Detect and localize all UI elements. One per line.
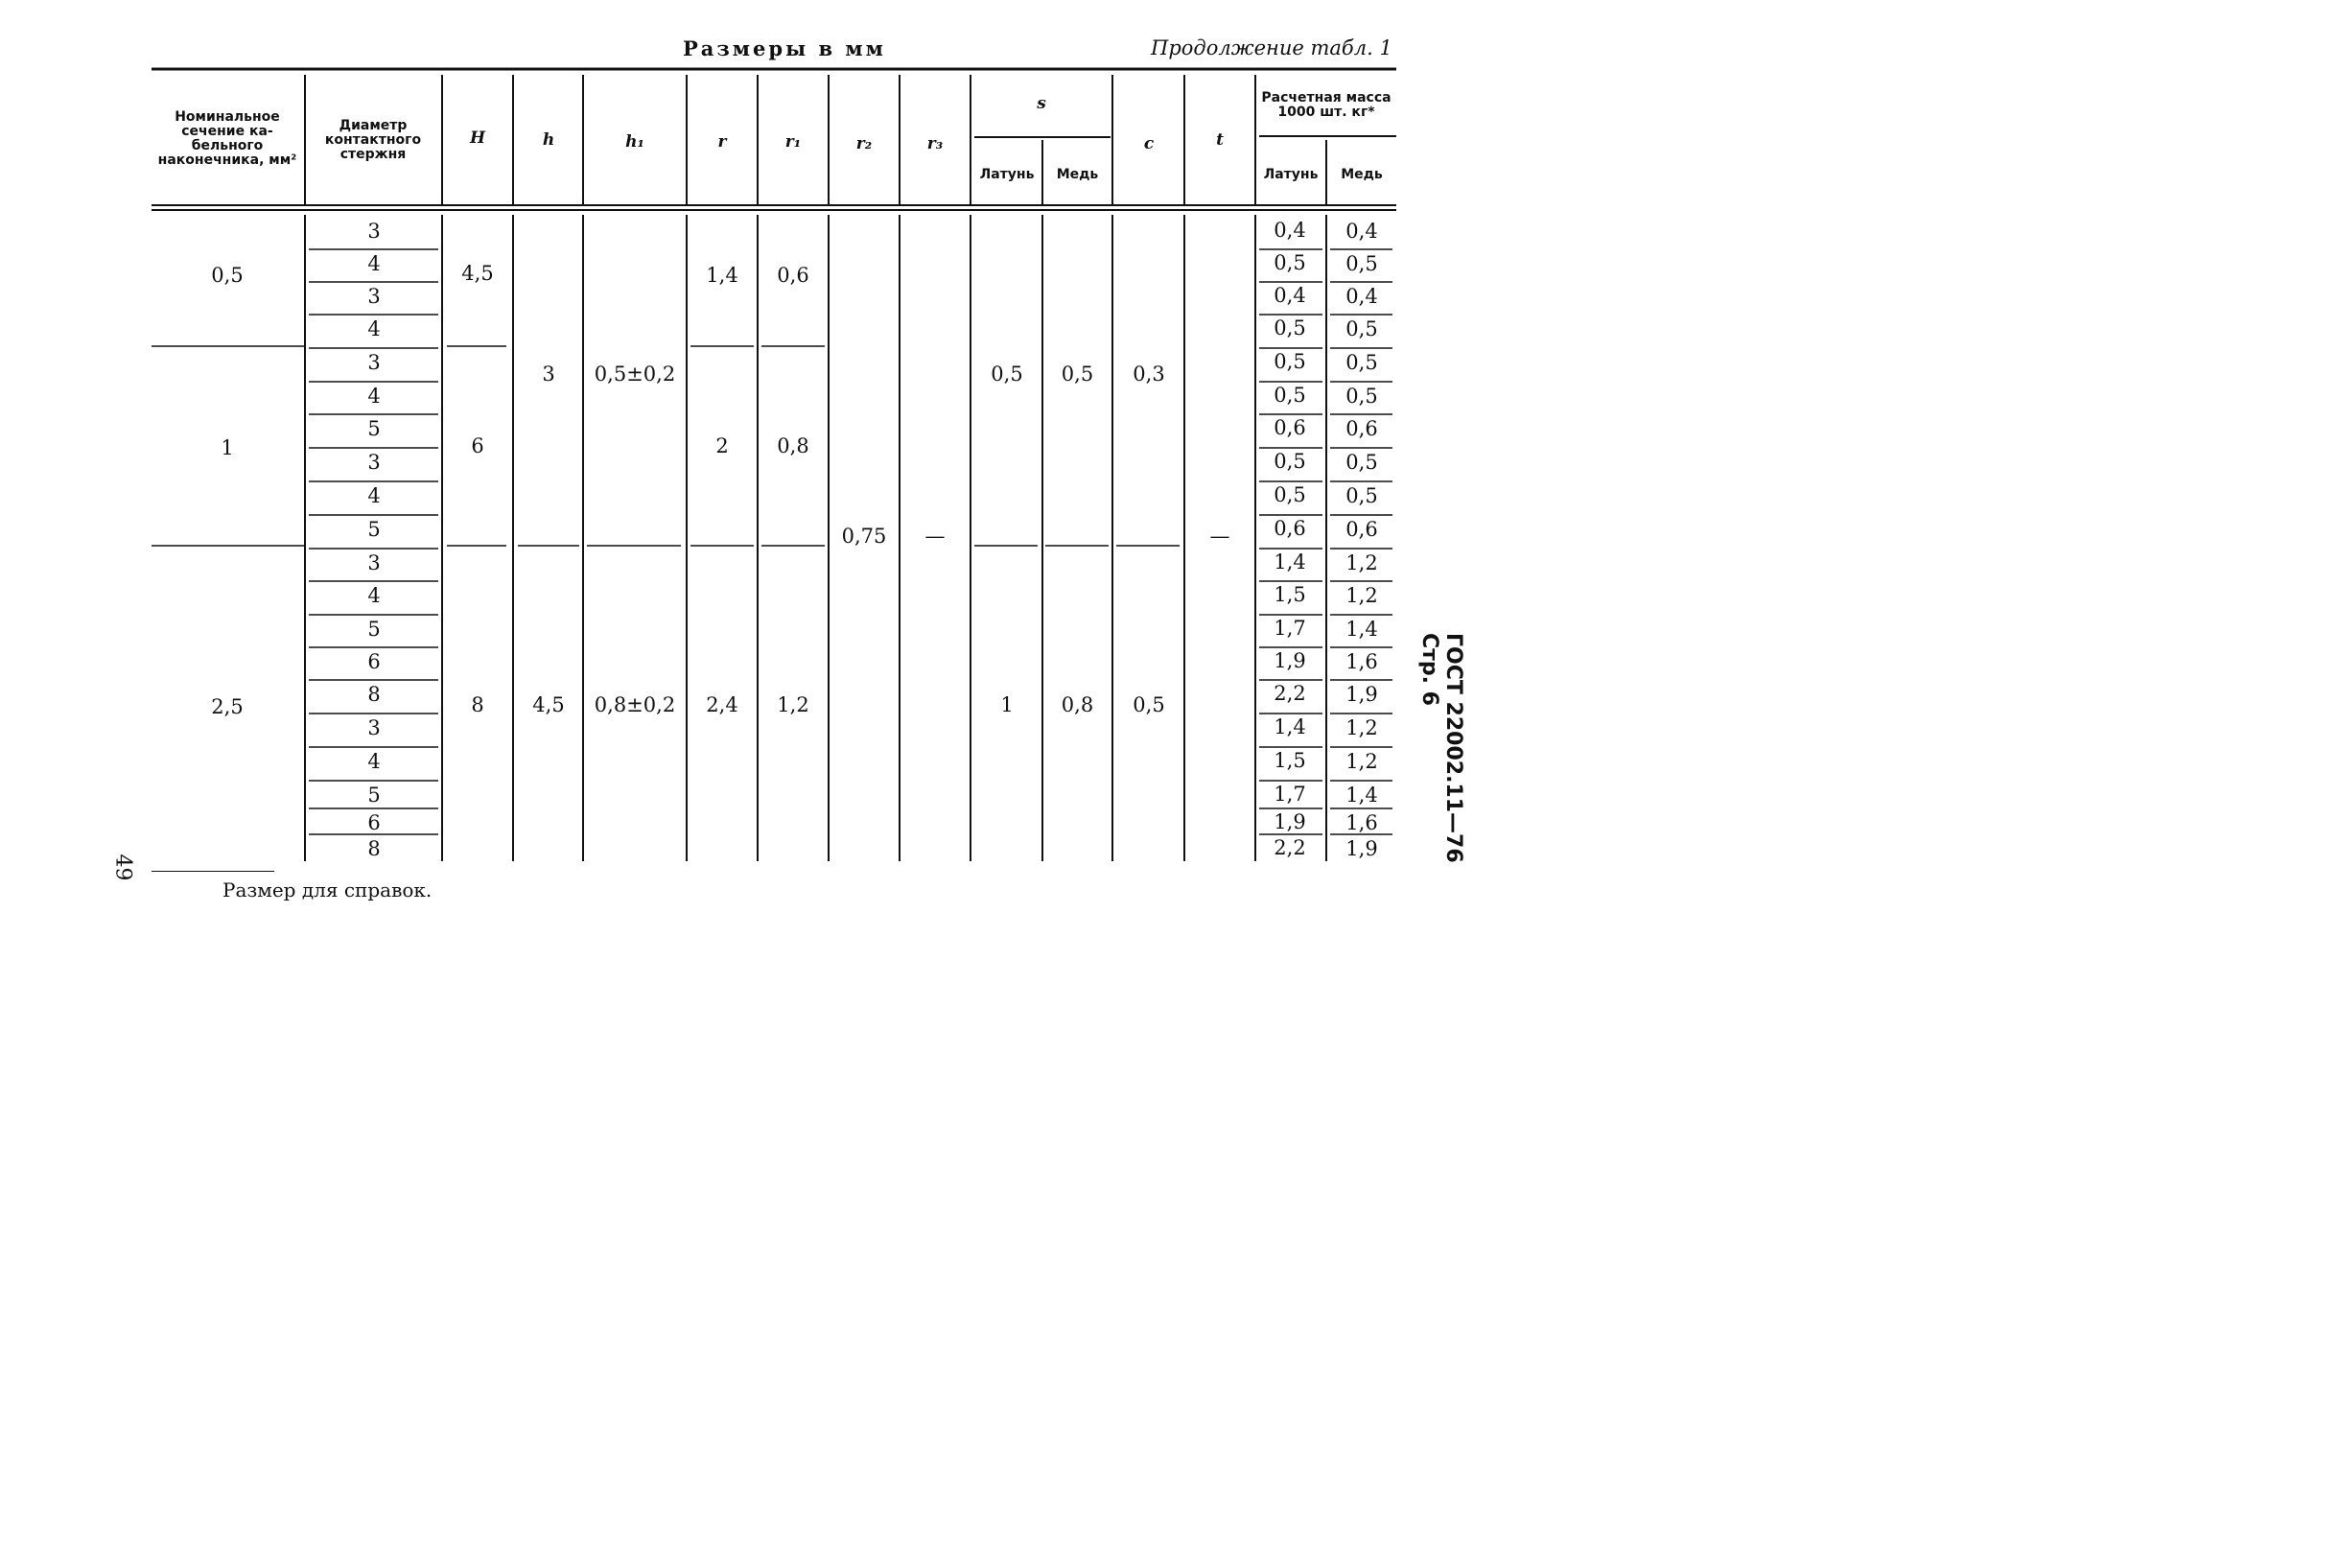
units-heading: Размеры в мм [683,36,886,60]
diameter-cell: 3 [367,285,381,308]
mass-brass-cell: 0,5 [1274,384,1306,407]
H-cell: 8 [471,693,484,716]
diameter-cell: 8 [367,683,381,706]
s-copper-cell: 0,8 [1061,693,1094,716]
r-cell: 2 [715,434,729,457]
mass-brass-cell: 1,7 [1274,617,1306,640]
diameter-cell: 4 [367,584,381,607]
diameter-cell: 6 [367,650,381,673]
mass-brass-cell: 1,5 [1274,749,1306,772]
mass-copper-cell: 0,5 [1345,317,1378,340]
mass-copper-cell: 1,2 [1345,551,1378,574]
s-brass-cell: 1 [1000,693,1014,716]
mass-copper-cell: 0,5 [1345,484,1378,507]
r1-cell: 1,2 [777,693,809,716]
section-cell: 2,5 [211,695,244,718]
diameter-cell: 5 [367,618,381,641]
header-diameter: Диаметр контактного стержня [324,117,422,162]
mass-brass-cell: 1,7 [1274,783,1306,806]
h-cell: 3 [542,363,555,386]
H-cell: 6 [471,434,484,457]
mass-brass-cell: 0,5 [1274,251,1306,274]
r1-cell: 0,8 [777,434,809,457]
header-mass-brass: Латунь [1263,166,1319,182]
mass-brass-cell: 2,2 [1274,836,1306,859]
mass-brass-cell: 1,5 [1274,583,1306,606]
diameter-cell: 3 [367,451,381,474]
header-s-brass: Латунь [979,166,1035,182]
header-r: r [717,131,727,152]
diameter-cell: 5 [367,518,381,541]
mass-copper-cell: 0,5 [1345,385,1378,408]
H-cell: 4,5 [461,262,494,285]
diameter-cell: 8 [367,837,381,860]
diameter-cell: 4 [367,385,381,408]
mass-copper-cell: 0,5 [1345,351,1378,374]
mass-copper-cell: 0,4 [1345,285,1378,308]
continuation-label: Продолжение табл. 1 [1151,36,1392,59]
mass-copper-cell: 0,6 [1345,417,1378,440]
mass-brass-cell: 1,4 [1274,550,1306,573]
mass-brass-cell: 0,5 [1274,483,1306,506]
mass-brass-cell: 0,5 [1274,450,1306,473]
page-number: 49 [110,854,135,881]
mass-copper-cell: 0,6 [1345,518,1378,541]
diameter-cell: 4 [367,317,381,340]
footnote: Размер для справок. [222,878,433,901]
s-brass-cell: 0,5 [991,363,1023,386]
header-r1: r₁ [784,131,802,152]
t-cell: — [1209,525,1230,548]
r-cell: 1,4 [706,264,738,287]
diameter-cell: 3 [367,351,381,374]
diameter-cell: 4 [367,484,381,507]
mass-copper-cell: 1,2 [1345,716,1378,739]
header-section: Номинальное сечение ка-бельного наконечника, мм² [157,109,297,168]
h-cell: 4,5 [532,693,565,716]
c-cell: 0,3 [1133,363,1165,386]
mass-copper-cell: 0,5 [1345,451,1378,474]
mass-copper-cell: 1,4 [1345,618,1378,641]
diameter-cell: 5 [367,417,381,440]
mass-copper-cell: 1,2 [1345,750,1378,773]
r2-cell: 0,75 [841,525,887,548]
header-s: s [1037,93,1046,113]
mass-copper-cell: 1,9 [1345,683,1378,706]
h1-cell: 0,5±0,2 [594,363,676,386]
mass-copper-cell: 0,4 [1345,220,1378,243]
mass-copper-cell: 1,2 [1345,584,1378,607]
diameter-cell: 3 [367,220,381,243]
r1-cell: 0,6 [777,264,809,287]
mass-copper-cell: 0,5 [1345,252,1378,275]
header-r3: r₃ [926,133,944,153]
header-s-copper: Медь [1056,166,1099,182]
header-h1: h₁ [625,131,644,152]
mass-copper-cell: 1,4 [1345,784,1378,807]
mass-copper-cell: 1,6 [1345,650,1378,673]
mass-brass-cell: 1,4 [1274,715,1306,738]
header-t: t [1216,129,1224,150]
c-cell: 0,5 [1133,693,1165,716]
r3-cell: — [924,525,946,548]
section-cell: 1 [221,436,234,459]
mass-brass-cell: 0,6 [1274,416,1306,439]
mass-brass-cell: 0,5 [1274,350,1306,373]
diameter-cell: 3 [367,551,381,574]
diameter-cell: 6 [367,811,381,834]
mass-brass-cell: 2,2 [1274,682,1306,705]
mass-brass-cell: 0,6 [1274,517,1306,540]
section-cell: 0,5 [211,264,244,287]
s-copper-cell: 0,5 [1061,363,1094,386]
mass-copper-cell: 1,6 [1345,811,1378,834]
mass-brass-cell: 1,9 [1274,649,1306,672]
header-mass-copper: Медь [1341,166,1383,182]
header-H: H [469,128,486,148]
header-c: c [1143,133,1155,153]
header-mass: Расчетная масса 1000 шт. кг* [1261,90,1392,120]
mass-copper-cell: 1,9 [1345,837,1378,860]
diameter-cell: 5 [367,784,381,807]
gost-side-label: ГОСТ 22002.11—76 Стр. 6 [1417,633,1465,863]
diameter-cell: 4 [367,750,381,773]
mass-brass-cell: 0,4 [1274,284,1306,307]
h1-cell: 0,8±0,2 [594,693,676,716]
header-r2: r₂ [855,133,873,153]
mass-brass-cell: 0,5 [1274,316,1306,339]
mass-brass-cell: 0,4 [1274,219,1306,242]
diameter-cell: 3 [367,716,381,739]
diameter-cell: 4 [367,252,381,275]
footnote-rule [152,871,274,872]
mass-brass-cell: 1,9 [1274,810,1306,833]
r-cell: 2,4 [706,693,738,716]
header-h: h [542,129,555,150]
